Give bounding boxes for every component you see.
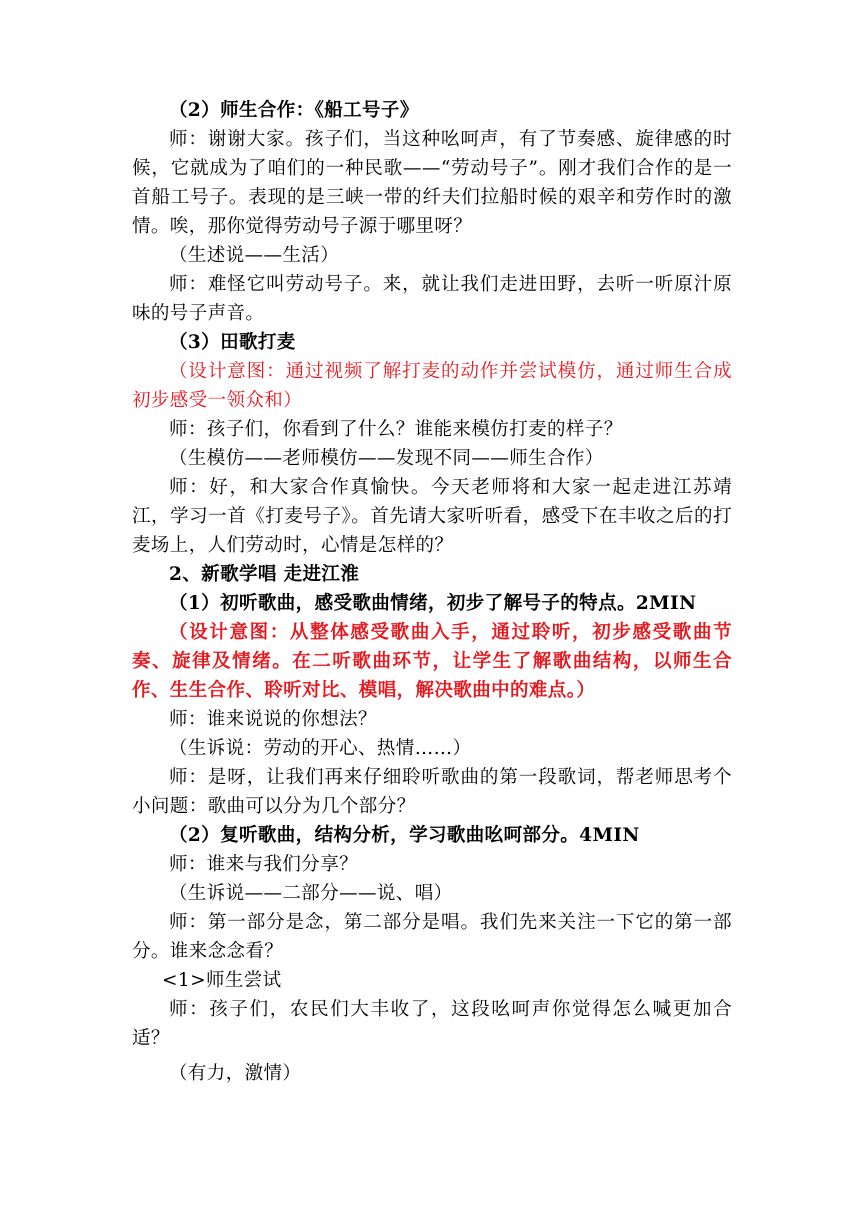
student-note: （生述说——生活） [169, 245, 340, 266]
subsection-heading: （1）初听歌曲，感受歌曲情绪，初步了解号子的特点。2MIN [169, 593, 697, 614]
teacher-paragraph: 师：好，和大家合作真愉快。今天老师将和大家一起走进江苏靖江，学习一首《打麦号子》。首先请大家听听看，感受下在丰收之后的打麦场上，人们劳动时，心情是怎样的？ [132, 477, 732, 556]
student-note: （生模仿——老师模仿——发现不同——师生合作） [169, 448, 604, 469]
heading-tiange-damai: （3）田歌打麦 [169, 332, 296, 353]
teacher-paragraph: 师：难怪它叫劳动号子。来，就让我们走进田野，去听一听原汁原味的号子声音。 [132, 274, 732, 324]
teacher-paragraph: 师：谢谢大家。孩子们，当这种吆呵声，有了节奏感、旋律感的时候，它就成为了咱们的一种民歌——“劳动号子”。刚才我们合作的是一首船工号子。表现的是三峡一带的纤夫们拉船时候的艰辛和劳作时的激情。唉，那你觉得劳动号子源于哪里呀？ [132, 129, 732, 237]
teacher-paragraph: 师：谁来与我们分享？ [169, 854, 359, 875]
document-body [132, 96, 732, 1088]
teacher-paragraph: 师：谁来说说的你想法？ [169, 709, 377, 730]
design-intent-note: （设计意图：通过视频了解打麦的动作并尝试模仿，通过师生合成初步感受一领众和） [132, 361, 732, 411]
subsection-heading: （2）复听歌曲，结构分析，学习歌曲吆呵部分。4MIN [169, 825, 640, 846]
design-intent-note: （设计意图：从整体感受歌曲入手，通过聆听，初步感受歌曲节奏、旋律及情绪。在二听歌曲环节，让学生了解歌曲结构，以师生合作、生生合作、聆听对比、模唱，解决歌曲中的难点。） [132, 622, 732, 701]
step-label: <1>师生尝试 [162, 970, 282, 991]
section-heading: 2、新歌学唱 走进江淮 [169, 564, 360, 585]
student-note: （生诉说——二部分——说、唱） [169, 883, 453, 904]
heading-chuangong-haozi: （2）师生合作：《船工号子》 [169, 100, 419, 121]
teacher-paragraph: 师：孩子们，你看到了什么？谁能来模仿打麦的样子？ [169, 419, 623, 440]
teacher-paragraph: 师：孩子们，农民们大丰收了，这段吆呵声你觉得怎么喊更加合适？ [132, 999, 732, 1049]
teacher-paragraph: 师：第一部分是念，第二部分是唱。我们先来关注一下它的第一部分。谁来念念看？ [132, 912, 732, 962]
student-note: （有力，激情） [169, 1063, 302, 1084]
student-note: （生诉说：劳动的开心、热情……） [169, 738, 472, 759]
teacher-paragraph: 师：是呀，让我们再来仔细聆听歌曲的第一段歌词，帮老师思考个小问题：歌曲可以分为几个部分？ [132, 767, 732, 817]
